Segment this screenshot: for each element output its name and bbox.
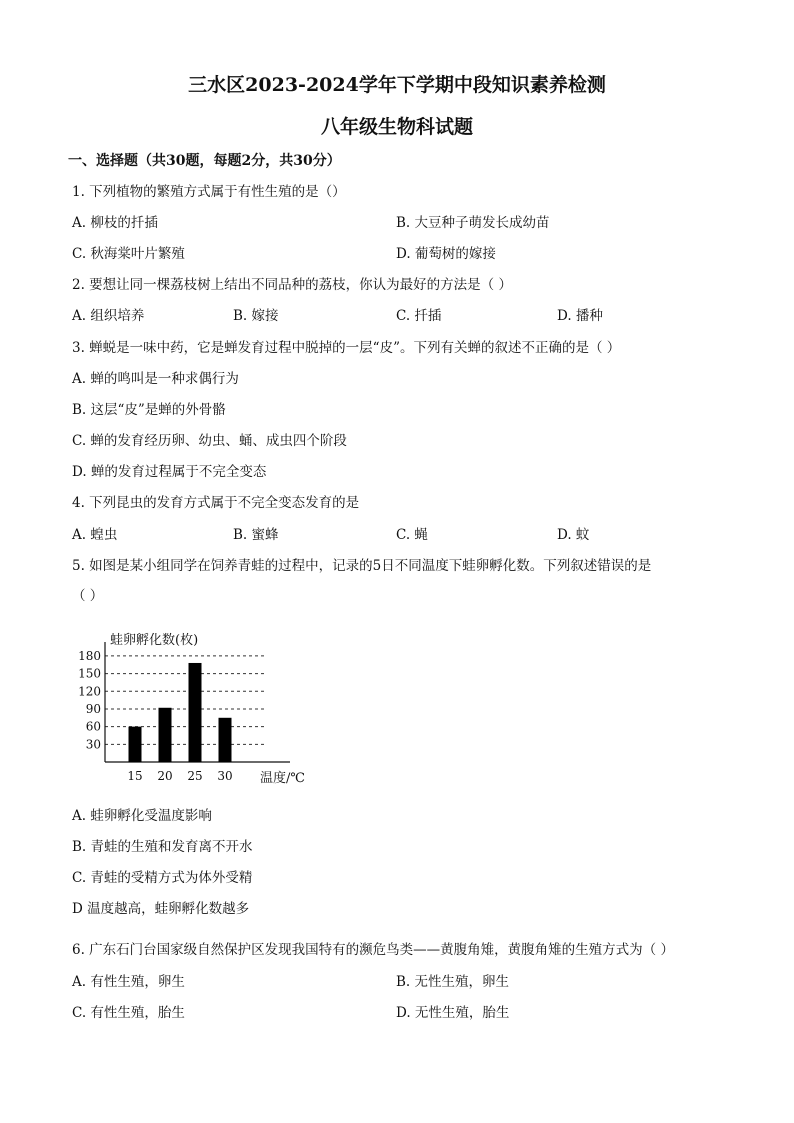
bar: [159, 708, 172, 762]
y-tick-label: 30: [85, 737, 101, 752]
hatch-chart: [60, 630, 330, 790]
q4-option-b: B. 蜜蜂: [233, 527, 279, 543]
exam-title: 三水区2023-2024学年下学期中段知识素养检测: [188, 74, 606, 96]
question-4-stem: 4. 下列昆虫的发育方式属于不完全变态发育的是: [72, 495, 360, 511]
x-tick-label: 30: [217, 769, 233, 783]
x-tick-label: 25: [187, 769, 203, 783]
q1-option-c: C. 秋海棠叶片繁殖: [72, 246, 185, 262]
question-3-stem: 3. 蝉蜕是一味中药，它是蝉发育过程中脱掉的一层“皮”。下列有关蝉的叙述不正确的是（ ）: [72, 340, 621, 356]
y-tick-label: 180: [78, 648, 101, 663]
q3-option-a: A. 蝉的鸣叫是一种求偶行为: [72, 371, 239, 387]
section-heading: 一、选择题（共30题，每题2分，共30分）: [68, 153, 341, 169]
q4-option-a: A. 蝗虫: [72, 527, 118, 543]
bar: [129, 727, 142, 762]
question-6-stem: 6. 广东石门台国家级自然保护区发现我国特有的濒危鸟类——黄腹角雉，黄腹角雉的生殖方式为（ ）: [72, 942, 674, 958]
exam-subtitle: 八年级生物科试题: [320, 116, 473, 138]
q6-option-c: C. 有性生殖，胎生: [72, 1005, 185, 1021]
q6-option-b: B. 无性生殖，卵生: [396, 974, 510, 990]
q2-option-d: D. 播种: [557, 308, 603, 324]
bar: [219, 718, 232, 762]
question-1-stem: 1. 下列植物的繁殖方式属于有性生殖的是（）: [72, 184, 346, 200]
q1-option-a: A. 柳枝的扦插: [72, 215, 158, 231]
question-2-stem: 2. 要想让同一棵荔枝树上结出不同品种的荔枝，你认为最好的方法是（ ）: [72, 277, 512, 293]
y-tick-label: 60: [85, 719, 101, 734]
q2-option-b: B. 嫁接: [233, 308, 279, 324]
y-tick-label: 120: [78, 684, 101, 699]
q4-option-c: C. 蝇: [396, 527, 428, 543]
q1-option-b: B. 大豆种子萌发长成幼苗: [396, 215, 550, 231]
q5-option-b: B. 青蛙的生殖和发育离不开水: [72, 839, 253, 855]
q5-option-a: A. 蛙卵孵化受温度影响: [72, 808, 212, 824]
y-tick-label: 150: [78, 666, 101, 681]
question-5-stem: 5. 如图是某小组同学在饲养青蛙的过程中，记录的5日不同温度下蛙卵孵化数。下列叙述错误的是: [72, 558, 652, 574]
question-5-stem-cont: （ ）: [72, 588, 104, 604]
q6-option-d: D. 无性生殖，胎生: [396, 1005, 510, 1021]
q2-option-a: A. 组织培养: [72, 308, 145, 324]
q1-option-d: D. 葡萄树的嫁接: [396, 246, 496, 262]
q2-option-c: C. 扦插: [396, 308, 442, 324]
x-tick-label: 20: [157, 769, 173, 783]
bar: [189, 663, 202, 762]
q3-option-c: C. 蝉的发育经历卵、幼虫、蛹、成虫四个阶段: [72, 433, 347, 449]
q5-option-c: C. 青蛙的受精方式为体外受精: [72, 870, 253, 886]
q5-option-d: D 温度越高，蛙卵孵化数越多: [72, 901, 250, 917]
y-axis-label: 蛙卵孵化数(枚): [110, 633, 199, 648]
x-axis-label: 温度/℃: [260, 771, 305, 786]
q6-option-a: A. 有性生殖，卵生: [72, 974, 185, 990]
y-tick-label: 90: [85, 701, 101, 716]
q4-option-d: D. 蚊: [557, 527, 590, 543]
x-tick-label: 15: [127, 769, 143, 783]
q3-option-b: B. 这层“皮”是蝉的外骨骼: [72, 402, 226, 418]
q3-option-d: D. 蝉的发育过程属于不完全变态: [72, 464, 267, 480]
